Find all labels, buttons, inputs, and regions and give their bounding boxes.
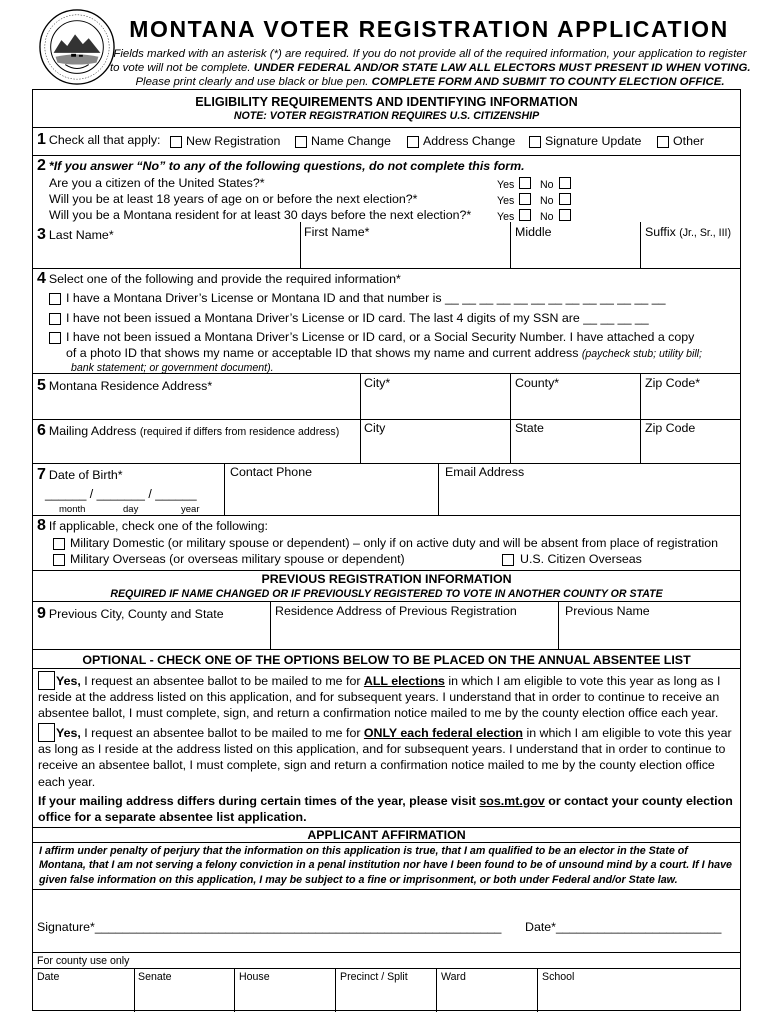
affirmation-heading: APPLICANT AFFIRMATION <box>307 828 466 842</box>
citizen-no-checkbox[interactable] <box>559 177 571 189</box>
residency-no-checkbox[interactable] <box>559 209 571 221</box>
absentee-heading: OPTIONAL - CHECK ONE OF THE OPTIONS BELOW TO BE PLACED ON THE ANNUAL ABSENTEE LIST <box>82 653 691 667</box>
q4-label: 4 Select one of the following and provide the required information* <box>37 270 401 287</box>
contact-phone-label: Contact Phone <box>230 465 312 479</box>
q2-age-question: Will you be at least 18 years of age on or before the next election?* <box>49 192 418 206</box>
citizen-yes-checkbox[interactable] <box>519 177 531 189</box>
mailing-city-label: City <box>364 421 386 435</box>
previous-location-label: 9 Previous City, County and State <box>37 605 224 622</box>
county-precinct-label: Precinct / Split <box>340 971 408 983</box>
date-of-birth-blanks: ______ / _______ / ______ <box>45 487 197 501</box>
residence-address-label: 5 Montana Residence Address* <box>37 377 213 394</box>
intro-line-2: to vote will not be complete. UNDER FEDERAL AND/OR STATE LAW ALL ELECTORS MUST PRESENT ID WHEN VOTING. <box>110 62 751 74</box>
ssn-checkbox[interactable] <box>49 313 61 325</box>
q2-residency-question: Will you be a Montana resident for at least 30 days before the next election?* <box>49 208 472 222</box>
date-of-birth-label: 7 Date of Birth* <box>37 466 123 483</box>
dob-day-label: day <box>123 504 139 515</box>
q2-yes-label: Yes <box>497 179 515 191</box>
form-title: MONTANA VOTER REGISTRATION APPLICATION <box>129 16 729 42</box>
intro-line-3: Please print clearly and use black or blue pen. COMPLETE FORM AND SUBMIT TO COUNTY ELECTION OFFICE. <box>135 76 725 88</box>
county-senate-label: Senate <box>138 971 172 983</box>
county-house-label: House <box>239 971 270 983</box>
previous-address-label: Residence Address of Previous Registration <box>275 604 517 618</box>
citizen-overseas-option: U.S. Citizen Overseas <box>520 552 642 566</box>
address-change-checkbox[interactable] <box>407 136 419 148</box>
photo-id-option-line1: I have not been issued a Montana Driver’s License or ID card, or a Social Security Number. I have attached a copy <box>66 330 695 344</box>
q2-citizen-question: Are you a citizen of the United States?* <box>49 176 265 190</box>
drivers-license-checkbox[interactable] <box>49 293 61 305</box>
county-date-label: Date <box>37 971 60 983</box>
other-checkbox[interactable] <box>657 136 669 148</box>
first-name-label: First Name* <box>304 225 370 239</box>
residency-yes-checkbox[interactable] <box>519 209 531 221</box>
ssn-option: I have not been issued a Montana Driver’s License or ID card. The last 4 digits of my SSN are __ __ __ __ <box>66 311 649 325</box>
absentee-mailing-note: If your mailing address differs during certain times of the year, please visit sos.mt.gov or contact your county election office for a separate absentee list application. <box>38 794 733 825</box>
residence-zip-label: Zip Code* <box>645 376 701 390</box>
new-registration-checkbox[interactable] <box>170 136 182 148</box>
age-yes-checkbox[interactable] <box>519 193 531 205</box>
address-change-label: Address Change <box>423 134 516 148</box>
q2-no-label: No <box>540 195 554 207</box>
county-school-label: School <box>542 971 575 983</box>
eligibility-heading: ELIGIBILITY REQUIREMENTS AND IDENTIFYING INFORMATION <box>195 95 578 109</box>
middle-name-label: Middle <box>515 225 552 239</box>
previous-name-label: Previous Name <box>565 604 650 618</box>
signature-update-checkbox[interactable] <box>529 136 541 148</box>
absentee-federal-only-option: Yes, I request an absentee ballot to be mailed to me for ONLY each federal election in which I am eligible to vote this year as long as I reside at the address listed on this application, and for subsequent years. I understand that in order to continue to receive an absentee ballot, I must complete, sign and return a confirmation notice mailed to me by the county election office each year. <box>38 726 732 789</box>
county-ward-label: Ward <box>441 971 466 983</box>
military-overseas-option: Military Overseas (or overseas military spouse or dependent) <box>70 552 405 566</box>
signature-line[interactable]: Signature*___________________________________________________________ <box>37 920 502 934</box>
email-address-label: Email Address <box>445 465 525 479</box>
q2-no-label: No <box>540 211 554 223</box>
absentee-all-elections-option: Yes, I request an absentee ballot to be mailed to me for ALL elections in which I am eligible to vote this year as long as I reside at the address listed on this application, and for subsequent years. I understand that in order to continue to receive an absentee ballot, I must complete, sign, and return a confirmation notice mailed to me by the county election office each year. <box>38 674 721 721</box>
registration-form <box>32 89 741 1011</box>
previous-registration-note: REQUIRED IF NAME CHANGED OR IF PREVIOUSLY REGISTERED TO VOTE IN ANOTHER COUNTY OR STATE <box>110 588 663 600</box>
sos-link[interactable]: sos.mt.gov <box>479 794 545 808</box>
last-name-label: 3 Last Name* <box>37 226 114 243</box>
residence-city-label: City* <box>364 376 391 390</box>
age-no-checkbox[interactable] <box>559 193 571 205</box>
citizen-overseas-checkbox[interactable] <box>502 554 514 566</box>
suffix-label: Suffix (Jr., Sr., III) <box>645 225 732 239</box>
previous-registration-heading: PREVIOUS REGISTRATION INFORMATION <box>261 572 512 586</box>
date-line[interactable]: Date*________________________ <box>525 920 722 934</box>
county-use-label: For county use only <box>37 955 130 967</box>
photo-id-hint: bank statement; or government document). <box>71 362 274 374</box>
drivers-license-option: I have a Montana Driver’s License or Montana ID and that number is __ __ __ __ __ __ __ __ __ __ __ __ __ <box>66 291 666 305</box>
dob-year-label: year <box>181 504 200 515</box>
q2-instruction: 2 *If you answer “No” to any of the following questions, do not complete this form. <box>37 157 525 174</box>
mailing-address-label: 6 Mailing Address (required if differs from residence address) <box>37 422 340 439</box>
name-change-label: Name Change <box>311 134 391 148</box>
eligibility-note: NOTE: VOTER REGISTRATION REQUIRES U.S. CITIZENSHIP <box>233 110 540 122</box>
military-domestic-option: Military Domestic (or military spouse or dependent) – only if on active duty and will be absent from place of registration <box>70 536 719 550</box>
photo-id-checkbox[interactable] <box>49 332 61 344</box>
name-change-checkbox[interactable] <box>295 136 307 148</box>
dob-month-label: month <box>59 504 86 515</box>
residence-county-label: County* <box>515 376 560 390</box>
q2-yes-label: Yes <box>497 211 515 223</box>
photo-id-option-line2: of a photo ID that shows my name or acceptable ID that shows my name and current address (paycheck stub; utility bill; <box>66 346 702 360</box>
military-domestic-checkbox[interactable] <box>53 538 65 550</box>
q2-no-label: No <box>540 179 554 191</box>
q8-label: 8 If applicable, check one of the following: <box>37 517 268 534</box>
new-registration-label: New Registration <box>186 134 281 148</box>
military-overseas-checkbox[interactable] <box>53 554 65 566</box>
other-label: Other <box>673 134 704 148</box>
intro-line-1: Fields marked with an asterisk (*) are required. If you do not provide all of the required information, your application to register <box>113 48 747 60</box>
affirmation-text: I affirm under penalty of perjury that the information on this application is true, that I am qualified to be an elector in the State of Montana, that I am not serving a felony conviction in a penal institution nor have I been found to be of unsound mind by a court. If I have given false information on this application, I may be subject to a fine or imprisonment, or both under Federal and/or State law. <box>39 845 732 886</box>
signature-update-label: Signature Update <box>545 134 642 148</box>
montana-state-seal <box>38 8 116 86</box>
q1-label: 1 Check all that apply: <box>37 131 161 148</box>
q2-yes-label: Yes <box>497 195 515 207</box>
mailing-state-label: State <box>515 421 544 435</box>
mailing-zip-label: Zip Code <box>645 421 696 435</box>
